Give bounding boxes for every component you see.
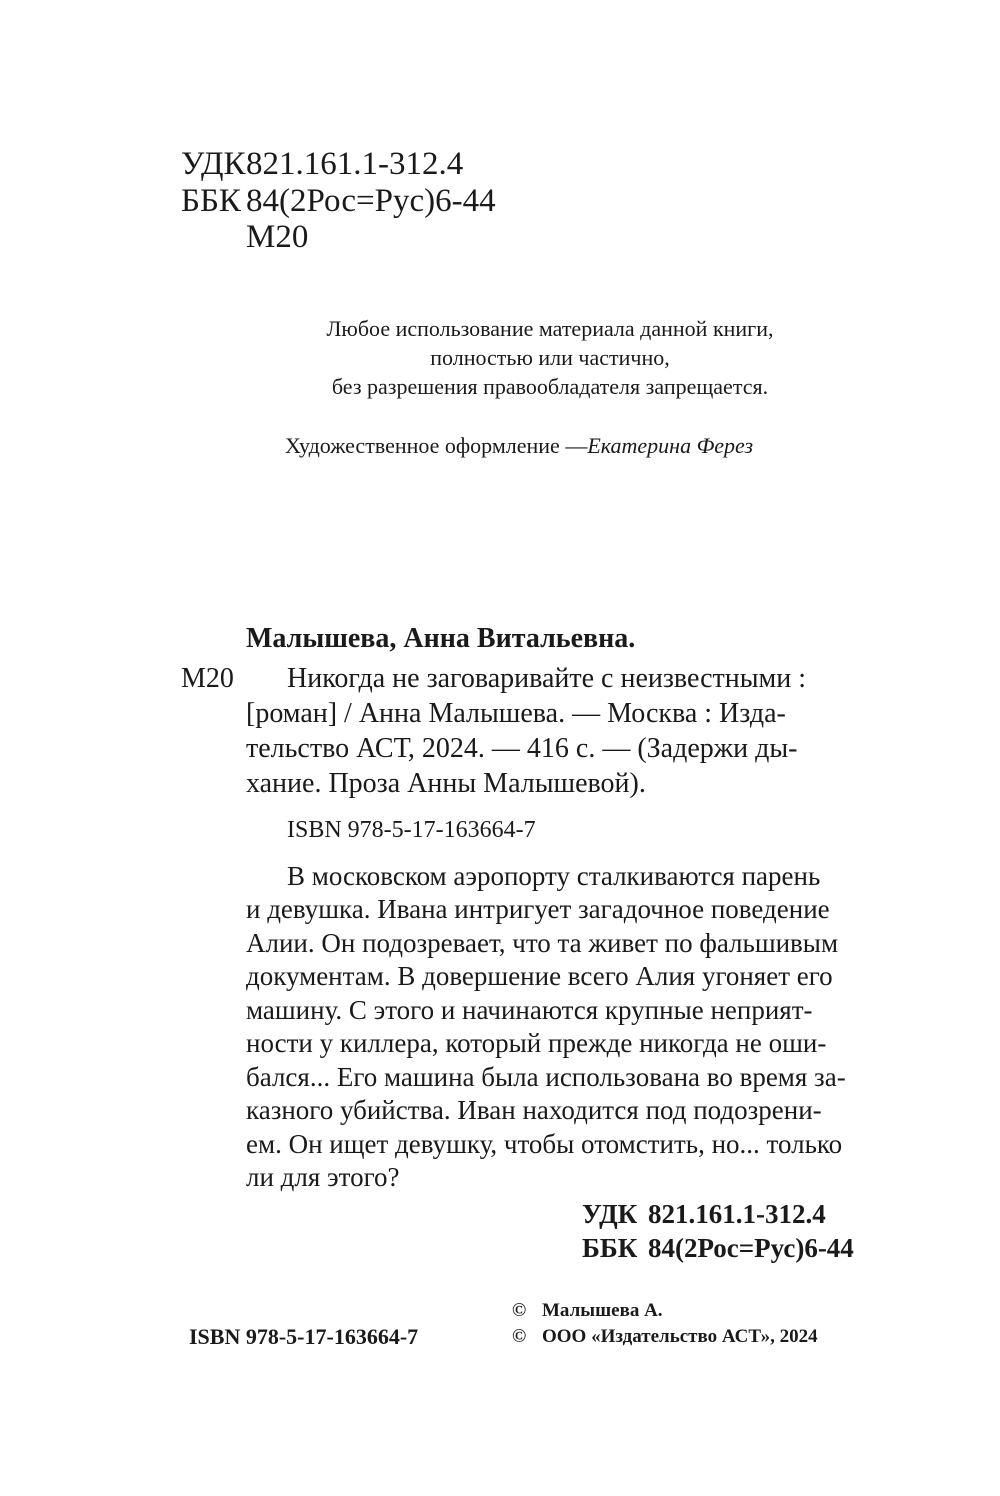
catalog-title-line-1: Никогда не заговаривайте с неизвестными : [287, 663, 807, 694]
catalog-isbn: ISBN 978-5-17-163664-7 [287, 817, 536, 843]
annotation-line-8: казного убийства. Иван находится под подозрени- [246, 1095, 822, 1125]
catalog-title-line-2: [роман] / Анна Малышева. — Москва : Изда- [246, 698, 786, 729]
annotation-line-4: документам. В довершение всего Алия угоняет его [246, 961, 833, 991]
annotation-line-5: машину. С этого и начинаются крупные неприят- [246, 995, 813, 1025]
annotation-line-10: ли для этого? [246, 1162, 400, 1192]
design-credit-label: Художественное оформление — [285, 433, 588, 458]
udk-label: УДК [181, 146, 246, 182]
bbk-label-bottom: ББК [582, 1233, 638, 1263]
bbk-line-top [181, 183, 496, 220]
copyright-line-1 [512, 1298, 663, 1324]
copyright-author: Малышева А. [542, 1300, 663, 1321]
catalog-title-line-3: тельство АСТ, 2024. — 416 с. — (Задержи ды- [246, 733, 798, 764]
catalog-title-line-4: хание. Проза Анны Малышевой). [246, 768, 646, 799]
design-credit-name: Екатерина Ферез [587, 433, 754, 458]
annotation-line-6: ности у киллера, который прежде никогда не оши- [246, 1028, 827, 1058]
udk-value: 821.161.1-312.4 [246, 146, 464, 182]
copyright-symbol: © [512, 1300, 527, 1321]
design-credit [285, 431, 753, 460]
udk-value-bottom: 821.161.1-312.4 [648, 1199, 826, 1229]
footer-isbn: ISBN 978-5-17-163664-7 [189, 1324, 419, 1349]
copyright-publisher: ООО «Издательство АСТ», 2024 [542, 1326, 818, 1347]
copyright-symbol: © [512, 1326, 527, 1347]
author-mark-top: М20 [246, 219, 309, 255]
bbk-line-bottom [582, 1232, 854, 1264]
annotation-line-1: В московском аэропорту сталкиваются парень [287, 861, 821, 891]
copyright-notice-line-1: Любое использование материала данной книги, [326, 316, 774, 341]
bbk-value: 84(2Рос=Рус)6-44 [246, 183, 496, 219]
copyright-line-2 [512, 1324, 818, 1350]
udk-label-bottom: УДК [582, 1199, 638, 1229]
annotation-line-3: Алии. Он подозревает, что та живет по фальшивым [246, 928, 839, 958]
annotation-line-7: бался... Его машина была использована во время за- [246, 1062, 846, 1092]
udk-line-top [181, 146, 463, 183]
annotation-line-9: ем. Он ищет девушку, чтобы отомстить, но... только [246, 1129, 843, 1159]
udk-line-bottom [582, 1198, 826, 1230]
copyright-notice-line-2: полностью или частично, [430, 345, 670, 370]
annotation-line-2: и девушка. Ивана интригует загадочное поведение [246, 894, 830, 924]
bbk-value-bottom: 84(2Рос=Рус)6-44 [648, 1233, 854, 1263]
catalog-mark: М20 [181, 663, 234, 694]
catalog-author: Малышева, Анна Витальевна. [246, 623, 636, 654]
bbk-label: ББК [181, 183, 241, 219]
copyright-notice-line-3: без разрешения правообладателя запрещается. [331, 374, 769, 399]
